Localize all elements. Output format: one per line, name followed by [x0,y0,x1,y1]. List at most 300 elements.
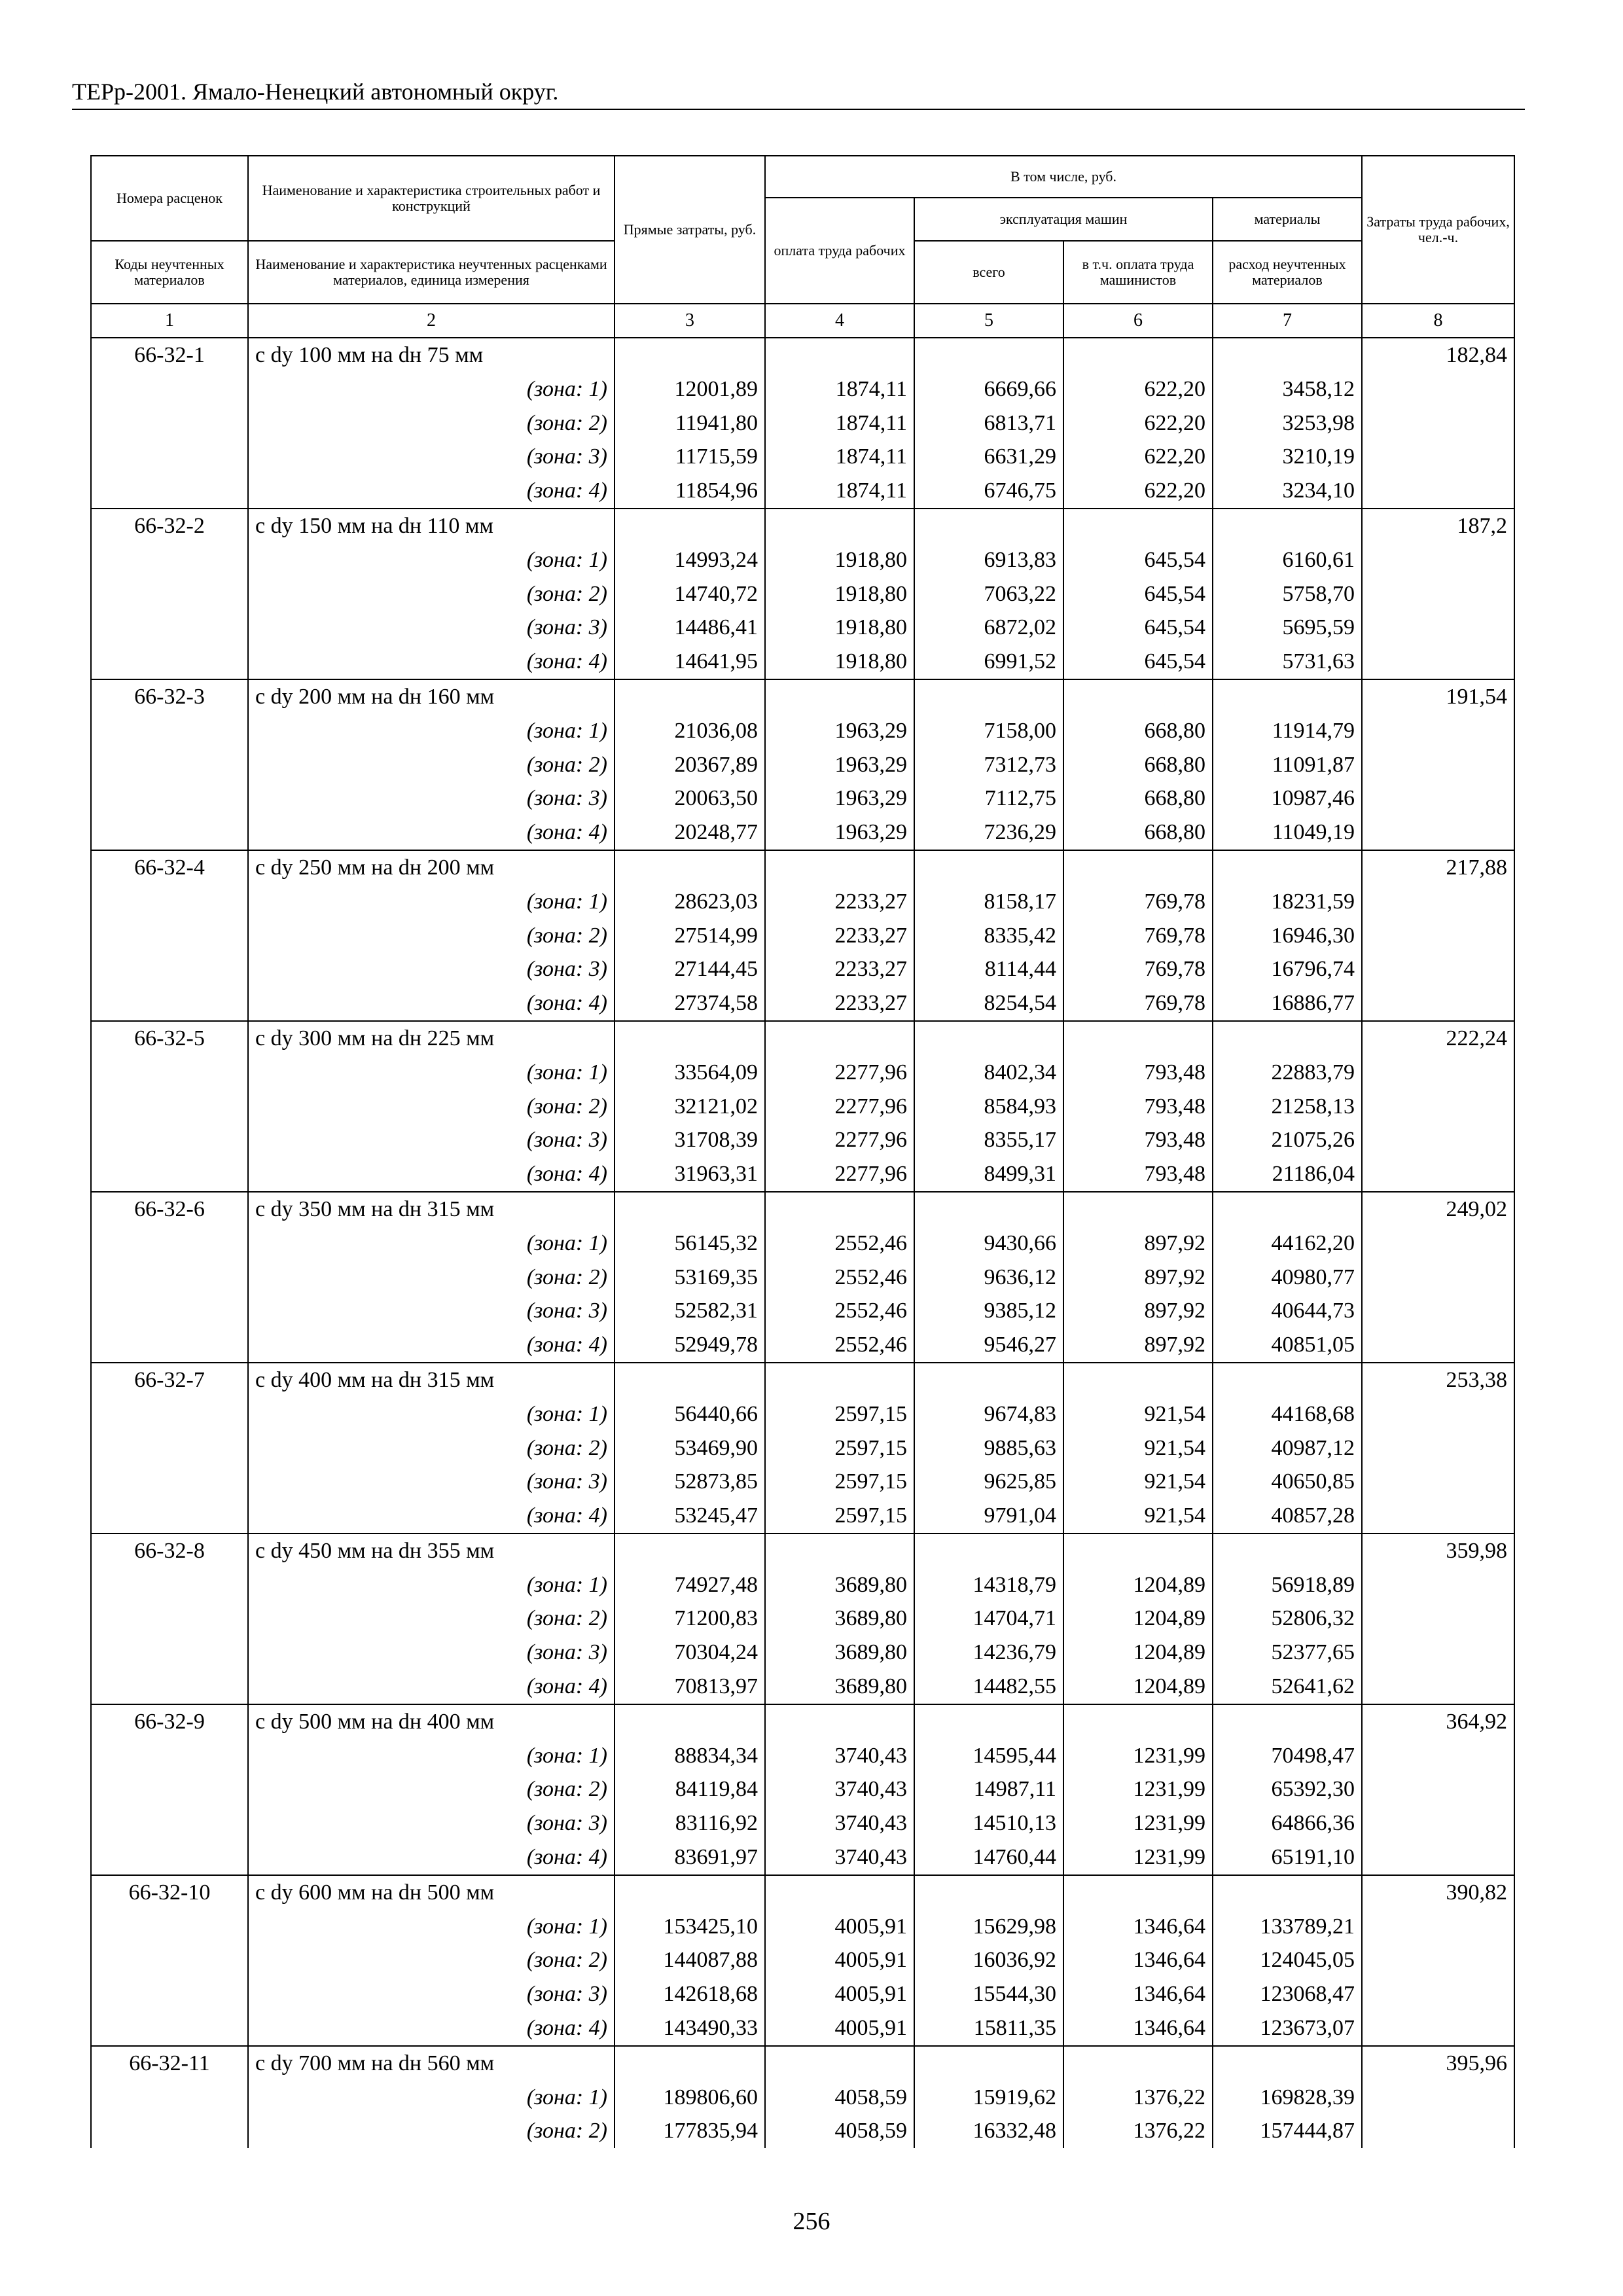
empty-cell [1362,952,1514,986]
zone-row [91,1670,1514,1704]
labor-costs: 191,54 [1362,679,1514,714]
direct-costs: 189806,60 [615,2081,765,2115]
machines-total: 8158,17 [914,885,1063,919]
worker-pay: 2233,27 [765,952,914,986]
direct-costs: 20248,77 [615,816,765,850]
empty-cell [91,1056,248,1090]
worker-pay: 2597,15 [765,1465,914,1499]
empty-cell [1063,509,1213,543]
machines-total: 9885,63 [914,1431,1063,1465]
rate-group-row [91,679,1514,714]
zone-row [91,952,1514,986]
empty-cell [914,1192,1063,1227]
empty-cell [615,1704,765,1739]
machinist-pay: 622,20 [1063,372,1213,406]
empty-cell [91,1294,248,1328]
machinist-pay: 793,48 [1063,1090,1213,1124]
zone-label: (зона: 2) [248,1261,615,1295]
empty-cell [91,1328,248,1363]
machines-total: 6631,29 [914,440,1063,474]
direct-costs: 56145,32 [615,1227,765,1261]
zone-row [91,1806,1514,1840]
machines-total: 8355,17 [914,1123,1063,1157]
zone-label: (зона: 3) [248,1294,615,1328]
empty-cell [1063,338,1213,372]
empty-cell [765,1192,914,1227]
empty-cell [91,986,248,1021]
rate-title: с dу 200 мм на dн 160 мм [248,679,615,714]
zone-row [91,1157,1514,1192]
empty-cell [765,679,914,714]
col-number: 8 [1362,304,1514,338]
direct-costs: 83691,97 [615,1840,765,1875]
machines-total: 6913,83 [914,543,1063,577]
machinist-pay: 897,92 [1063,1328,1213,1363]
machines-total: 14236,79 [914,1636,1063,1670]
empty-cell [91,1227,248,1261]
page-number: 256 [793,2208,830,2235]
materials-cost: 11091,87 [1213,748,1362,782]
materials-cost: 56918,89 [1213,1568,1362,1602]
machines-total: 9385,12 [914,1294,1063,1328]
machinist-pay: 921,54 [1063,1465,1213,1499]
empty-cell [1362,1636,1514,1670]
header-direct-costs: Прямые затраты, руб. [615,156,765,304]
zone-label: (зона: 4) [248,1670,615,1704]
zone-label: (зона: 2) [248,406,615,440]
empty-cell [1213,1875,1362,1910]
empty-cell [1362,1739,1514,1773]
worker-pay: 1874,11 [765,406,914,440]
page-header: ТЕРр-2001. Ямало-Ненецкий автономный округ. [72,77,1525,110]
machines-total: 14318,79 [914,1568,1063,1602]
rate-group-row [91,1704,1514,1739]
materials-cost: 123068,47 [1213,1977,1362,2011]
machinist-pay: 645,54 [1063,577,1213,611]
materials-cost: 22883,79 [1213,1056,1362,1090]
zone-label: (зона: 1) [248,1568,615,1602]
materials-cost: 40650,85 [1213,1465,1362,1499]
zone-label: (зона: 2) [248,2114,615,2148]
machinist-pay: 1376,22 [1063,2114,1213,2148]
empty-cell [91,543,248,577]
zone-label: (зона: 1) [248,2081,615,2115]
empty-cell [1362,372,1514,406]
machinist-pay: 897,92 [1063,1227,1213,1261]
machines-total: 15811,35 [914,2011,1063,2046]
zone-row [91,474,1514,509]
worker-pay: 1918,80 [765,543,914,577]
zone-row [91,611,1514,645]
direct-costs: 70813,97 [615,1670,765,1704]
zone-row [91,1227,1514,1261]
machines-total: 6746,75 [914,474,1063,509]
machines-total: 14987,11 [914,1772,1063,1806]
empty-cell [1213,1534,1362,1568]
zone-label: (зона: 2) [248,1090,615,1124]
zone-row [91,1772,1514,1806]
empty-cell [1362,1294,1514,1328]
empty-cell [1362,1568,1514,1602]
rates-table-container [90,155,1514,2148]
empty-cell [1213,2046,1362,2081]
zone-label: (зона: 4) [248,1840,615,1875]
empty-cell [1213,509,1362,543]
worker-pay: 1874,11 [765,440,914,474]
worker-pay: 4005,91 [765,1910,914,1944]
worker-pay: 1918,80 [765,645,914,679]
col-number: 3 [615,304,765,338]
machinist-pay: 668,80 [1063,748,1213,782]
rate-title: с dу 100 мм на dн 75 мм [248,338,615,372]
labor-costs: 395,96 [1362,2046,1514,2081]
zone-label: (зона: 3) [248,611,615,645]
zone-label: (зона: 2) [248,919,615,953]
worker-pay: 2277,96 [765,1090,914,1124]
machinist-pay: 668,80 [1063,714,1213,748]
empty-cell [914,1704,1063,1739]
worker-pay: 2277,96 [765,1056,914,1090]
empty-cell [91,714,248,748]
zone-label: (зона: 2) [248,748,615,782]
empty-cell [1362,919,1514,953]
zone-label: (зона: 3) [248,1977,615,2011]
zone-label: (зона: 1) [248,1397,615,1431]
header-rate-numbers: Номера расценок [91,156,248,241]
materials-cost: 65191,10 [1213,1840,1362,1875]
rate-code: 66-32-3 [91,679,248,714]
empty-cell [914,1021,1063,1056]
worker-pay: 1918,80 [765,577,914,611]
zone-row [91,406,1514,440]
machines-total: 9625,85 [914,1465,1063,1499]
rate-group-row [91,509,1514,543]
materials-cost: 40857,28 [1213,1499,1362,1534]
zone-row [91,1840,1514,1875]
machinist-pay: 645,54 [1063,543,1213,577]
machinist-pay: 1204,89 [1063,1670,1213,1704]
empty-cell [615,1363,765,1397]
worker-pay: 1874,11 [765,372,914,406]
materials-cost: 65392,30 [1213,1772,1362,1806]
empty-cell [91,1772,248,1806]
zone-row [91,1943,1514,1977]
materials-cost: 11049,19 [1213,816,1362,850]
machines-total: 7158,00 [914,714,1063,748]
empty-cell [91,372,248,406]
rate-title: с dу 700 мм на dн 560 мм [248,2046,615,2081]
machinist-pay: 1346,64 [1063,1910,1213,1944]
empty-cell [91,1465,248,1499]
zone-label: (зона: 4) [248,1328,615,1363]
direct-costs: 11715,59 [615,440,765,474]
direct-costs: 33564,09 [615,1056,765,1090]
zone-label: (зона: 3) [248,1123,615,1157]
materials-cost: 40987,12 [1213,1431,1362,1465]
direct-costs: 52873,85 [615,1465,765,1499]
materials-cost: 40644,73 [1213,1294,1362,1328]
machinist-pay: 793,48 [1063,1123,1213,1157]
empty-cell [1362,2011,1514,2046]
empty-cell [91,1670,248,1704]
direct-costs: 70304,24 [615,1636,765,1670]
machinist-pay: 1204,89 [1063,1602,1213,1636]
zone-row [91,714,1514,748]
direct-costs: 56440,66 [615,1397,765,1431]
empty-cell [615,338,765,372]
zone-row [91,1056,1514,1090]
worker-pay: 2552,46 [765,1227,914,1261]
worker-pay: 2233,27 [765,919,914,953]
materials-cost: 169828,39 [1213,2081,1362,2115]
materials-cost: 44162,20 [1213,1227,1362,1261]
empty-cell [914,850,1063,885]
worker-pay: 2277,96 [765,1123,914,1157]
worker-pay: 1963,29 [765,781,914,816]
zone-label: (зона: 1) [248,543,615,577]
zone-label: (зона: 2) [248,577,615,611]
empty-cell [1213,1192,1362,1227]
materials-cost: 3458,12 [1213,372,1362,406]
rate-group-row [91,850,1514,885]
worker-pay: 3740,43 [765,1739,914,1773]
machinist-pay: 1231,99 [1063,1772,1213,1806]
header-unaccounted-materials: расход неучтенных материалов [1213,241,1362,304]
worker-pay: 1963,29 [765,714,914,748]
empty-cell [1362,781,1514,816]
materials-cost: 21075,26 [1213,1123,1362,1157]
direct-costs: 14993,24 [615,543,765,577]
rate-group-row [91,1875,1514,1910]
empty-cell [91,1977,248,2011]
labor-costs: 390,82 [1362,1875,1514,1910]
materials-cost: 21258,13 [1213,1090,1362,1124]
empty-cell [914,679,1063,714]
direct-costs: 27144,45 [615,952,765,986]
direct-costs: 32121,02 [615,1090,765,1124]
labor-costs: 364,92 [1362,1704,1514,1739]
zone-label: (зона: 2) [248,1772,615,1806]
machines-total: 14704,71 [914,1602,1063,1636]
rate-code: 66-32-5 [91,1021,248,1056]
empty-cell [91,1568,248,1602]
zone-row [91,1261,1514,1295]
materials-cost: 3253,98 [1213,406,1362,440]
rate-title: с dу 250 мм на dн 200 мм [248,850,615,885]
machines-total: 15629,98 [914,1910,1063,1944]
rate-group-row [91,1192,1514,1227]
empty-cell [91,611,248,645]
empty-cell [1362,1840,1514,1875]
empty-cell [765,1875,914,1910]
zone-label: (зона: 3) [248,440,615,474]
zone-row [91,645,1514,679]
empty-cell [1362,1910,1514,1944]
machinist-pay: 921,54 [1063,1431,1213,1465]
empty-cell [914,509,1063,543]
empty-cell [914,2046,1063,2081]
machines-total: 9636,12 [914,1261,1063,1295]
machinist-pay: 769,78 [1063,952,1213,986]
zone-label: (зона: 1) [248,1227,615,1261]
zone-label: (зона: 4) [248,986,615,1021]
worker-pay: 4005,91 [765,1943,914,1977]
worker-pay: 3689,80 [765,1568,914,1602]
empty-cell [91,2081,248,2115]
worker-pay: 3740,43 [765,1772,914,1806]
empty-cell [1362,816,1514,850]
zone-row [91,1739,1514,1773]
machines-total: 7112,75 [914,781,1063,816]
rate-group-row [91,2046,1514,2081]
empty-cell [1213,1704,1362,1739]
materials-cost: 16796,74 [1213,952,1362,986]
direct-costs: 11941,80 [615,406,765,440]
direct-costs: 14740,72 [615,577,765,611]
labor-costs: 217,88 [1362,850,1514,885]
empty-cell [1362,611,1514,645]
empty-cell [1063,1363,1213,1397]
zone-row [91,1397,1514,1431]
empty-cell [1362,1806,1514,1840]
materials-cost: 16946,30 [1213,919,1362,953]
zone-label: (зона: 4) [248,2011,615,2046]
machines-total: 14760,44 [914,1840,1063,1875]
empty-cell [1063,1534,1213,1568]
zone-label: (зона: 3) [248,1806,615,1840]
empty-cell [91,1943,248,1977]
direct-costs: 12001,89 [615,372,765,406]
materials-cost: 124045,05 [1213,1943,1362,1977]
zone-label: (зона: 4) [248,645,615,679]
direct-costs: 52949,78 [615,1328,765,1363]
labor-costs: 249,02 [1362,1192,1514,1227]
zone-label: (зона: 1) [248,714,615,748]
empty-cell [1063,1875,1213,1910]
zone-label: (зона: 3) [248,1636,615,1670]
machinist-pay: 921,54 [1063,1499,1213,1534]
direct-costs: 142618,68 [615,1977,765,2011]
empty-cell [91,1397,248,1431]
direct-costs: 153425,10 [615,1910,765,1944]
machines-total: 9791,04 [914,1499,1063,1534]
worker-pay: 1963,29 [765,816,914,850]
rate-code: 66-32-11 [91,2046,248,2081]
zone-row [91,577,1514,611]
empty-cell [91,474,248,509]
empty-cell [1362,1397,1514,1431]
materials-cost: 6160,61 [1213,543,1362,577]
empty-cell [91,440,248,474]
worker-pay: 1918,80 [765,611,914,645]
machines-total: 6669,66 [914,372,1063,406]
empty-cell [91,2011,248,2046]
empty-cell [91,1602,248,1636]
zone-row [91,1431,1514,1465]
machines-total: 9430,66 [914,1227,1063,1261]
zone-row [91,1910,1514,1944]
machinist-pay: 668,80 [1063,781,1213,816]
machines-total: 7236,29 [914,816,1063,850]
empty-cell [765,509,914,543]
machinist-pay: 1204,89 [1063,1568,1213,1602]
empty-cell [1213,338,1362,372]
header-work-name: Наименование и характеристика строительных работ и конструкций [248,156,615,241]
machinist-pay: 1346,64 [1063,1977,1213,2011]
machinist-pay: 622,20 [1063,406,1213,440]
empty-cell [1362,543,1514,577]
zone-row [91,2114,1514,2148]
col-number: 5 [914,304,1063,338]
rate-code: 66-32-6 [91,1192,248,1227]
empty-cell [1362,1431,1514,1465]
rate-code: 66-32-8 [91,1534,248,1568]
worker-pay: 2233,27 [765,885,914,919]
empty-cell [1063,850,1213,885]
empty-cell [1063,1021,1213,1056]
empty-cell [1362,645,1514,679]
materials-cost: 44168,68 [1213,1397,1362,1431]
rate-group-row [91,1534,1514,1568]
machinist-pay: 645,54 [1063,645,1213,679]
machinist-pay: 622,20 [1063,440,1213,474]
empty-cell [1362,1261,1514,1295]
direct-costs: 74927,48 [615,1568,765,1602]
labor-costs: 187,2 [1362,509,1514,543]
empty-cell [1362,577,1514,611]
empty-cell [91,748,248,782]
header-material-codes: Коды неучтенных материалов [91,241,248,304]
worker-pay: 3740,43 [765,1840,914,1875]
empty-cell [1362,406,1514,440]
materials-cost: 18231,59 [1213,885,1362,919]
direct-costs: 144087,88 [615,1943,765,1977]
direct-costs: 52582,31 [615,1294,765,1328]
worker-pay: 2597,15 [765,1397,914,1431]
machines-total: 9546,27 [914,1328,1063,1363]
zone-row [91,2011,1514,2046]
empty-cell [1362,2081,1514,2115]
worker-pay: 4005,91 [765,2011,914,2046]
zone-row [91,372,1514,406]
empty-cell [91,2114,248,2148]
zone-row [91,1123,1514,1157]
materials-cost: 40851,05 [1213,1328,1362,1363]
materials-cost: 123673,07 [1213,2011,1362,2046]
worker-pay: 3740,43 [765,1806,914,1840]
empty-cell [914,1363,1063,1397]
direct-costs: 84119,84 [615,1772,765,1806]
direct-costs: 31963,31 [615,1157,765,1192]
empty-cell [914,338,1063,372]
empty-cell [1362,885,1514,919]
materials-cost: 3210,19 [1213,440,1362,474]
empty-cell [615,1875,765,1910]
labor-costs: 359,98 [1362,1534,1514,1568]
empty-cell [1362,1328,1514,1363]
zone-row [91,816,1514,850]
rate-code: 66-32-10 [91,1875,248,1910]
machines-total: 14482,55 [914,1670,1063,1704]
materials-cost: 5731,63 [1213,645,1362,679]
machines-total: 15544,30 [914,1977,1063,2011]
header-labor-costs: Затраты труда рабочих, чел.-ч. [1362,156,1514,304]
empty-cell [91,816,248,850]
materials-cost: 157444,87 [1213,2114,1362,2148]
materials-cost: 64866,36 [1213,1806,1362,1840]
zone-label: (зона: 1) [248,885,615,919]
header-machine-operation: эксплуатация машин [914,198,1213,241]
